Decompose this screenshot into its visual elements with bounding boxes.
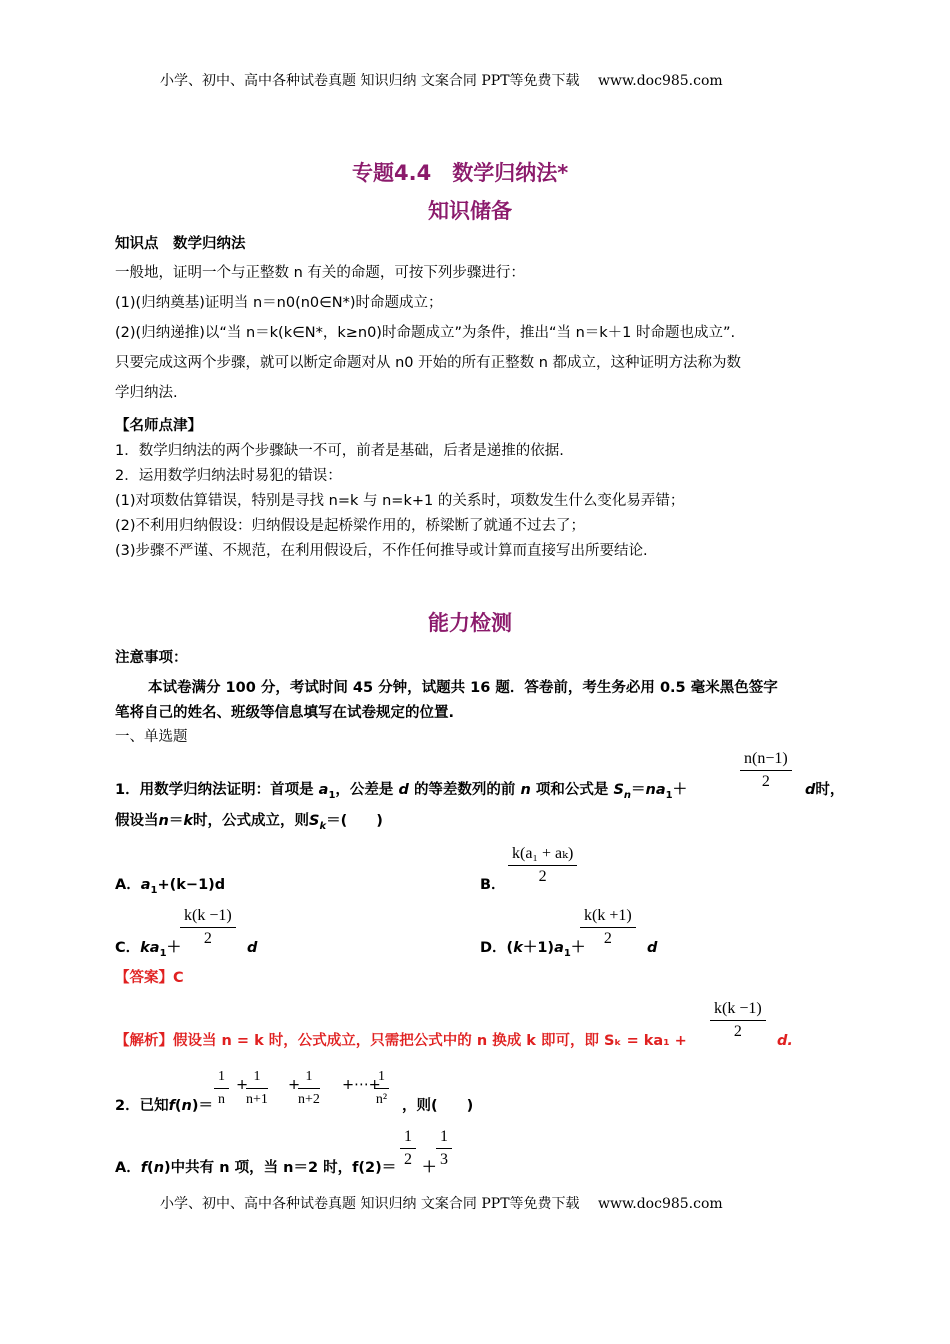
option-c-fraction: $\frac{k(k -1)}{2}$: [180, 905, 236, 950]
notice-line: 笔将自己的姓名、班级等信息填写在试卷规定的位置.: [115, 705, 455, 721]
tip-line: 2．运用数学归纳法时易犯的错误：: [115, 468, 342, 484]
page-footer: 小学、初中、高中各种试卷真题 知识归纳 文案合同 PPT等免费下载 www.doc985.com: [160, 1196, 723, 1212]
tip-line: (1)对项数估算错误，特别是寻找 n=k 与 n=k+1 的关系时，项数发生什么变化易弄错；: [115, 493, 685, 509]
answer: 【答案】C: [115, 970, 184, 986]
tip-line: (2)不利用归纳假设：归纳假设是起桥梁作用的，桥梁断了就通不过去了；: [115, 518, 586, 534]
page-header: 小学、初中、高中各种试卷真题 知识归纳 文案合同 PPT等免费下载 www.doc985.com: [160, 73, 723, 89]
q2-fraction-2: $\frac{1}{n+1}$: [246, 1066, 268, 1111]
question-1-line1-end: d时，: [805, 782, 845, 798]
notice-label: 注意事项：: [115, 650, 188, 666]
tip-line: 1．数学归纳法的两个步骤缺一不可，前者是基础，后者是递推的依据.: [115, 443, 564, 459]
q2-fraction-4: $\frac{1}{\text{n²}}$: [374, 1066, 389, 1111]
option-b-fraction: $\frac{\text{k(a₁ + aₖ)}}{2}$: [508, 843, 577, 888]
plus-sign: +: [236, 1077, 249, 1093]
q2-option-a[interactable]: A．f(n)中共有 n 项，当 n＝2 时，f(2)＝: [115, 1160, 397, 1176]
q2-fraction-1: $\frac{1}{n}$: [214, 1066, 229, 1111]
plus-sign: +: [288, 1077, 301, 1093]
option-d-end: d: [647, 940, 658, 956]
plus-ellipsis: +⋯+: [342, 1077, 381, 1093]
analysis: 【解析】假设当 n = k 时，公式成立，只需把公式中的 n 换成 k 即可，即 Sₖ = ka₁ +: [115, 1033, 687, 1049]
option-a[interactable]: A．$a_1+(k-1)d$: [115, 877, 226, 896]
question-1-line2: 假设当n＝k时，公式成立，则$S_k=$( ): [115, 813, 383, 832]
analysis-end: d.: [777, 1033, 793, 1049]
section-heading-knowledge: 知识储备: [428, 199, 512, 223]
plus-sign: ＋: [422, 1160, 437, 1176]
q2-option-a-fraction-1: $\frac{1}{2}$: [400, 1126, 416, 1171]
notice-line: 本试卷满分 100 分，考试时间 45 分钟，试题共 16 题．答卷前，考生务必用 0.5 毫米黑色签字: [148, 680, 778, 696]
q2-option-a-fraction-2: $\frac{1}{3}$: [436, 1126, 452, 1171]
page-title: 专题4.4 数学归纳法*: [352, 161, 569, 185]
part-heading: 一、单选题: [115, 729, 188, 745]
kp-line: 只要完成这两个步骤，就可以断定命题对从 n0 开始的所有正整数 n 都成立，这种证明方法称为数: [115, 355, 742, 371]
option-c[interactable]: C．$ka_1+$: [115, 940, 182, 959]
knowledge-point-label: 知识点 数学归纳法: [115, 236, 246, 252]
question-2-end: ，则( ): [402, 1098, 474, 1114]
option-d[interactable]: D．$(k+1)a_1+$: [480, 940, 586, 959]
question-1-fraction: $\frac{n(n-1)}{2}$: [740, 748, 792, 793]
kp-line: 一般地，证明一个与正整数 n 有关的命题，可按下列步骤进行：: [115, 265, 525, 281]
q2-fraction-3: $\frac{1}{n+2}$: [298, 1066, 320, 1111]
analysis-fraction: $\frac{k(k -1)}{2}$: [710, 998, 766, 1043]
tip-line: (3)步骤不严谨、不规范，在利用假设后，不作任何推导或计算而直接写出所要结论.: [115, 543, 648, 559]
kp-line: (2)(归纳递推)以“当 n＝k(k∈N*，k≥n0)时命题成立”为条件，推出“当 n＝k＋1 时命题也成立”.: [115, 325, 736, 341]
kp-line: (1)(归纳奠基)证明当 n＝n0(n0∈N*)时命题成立；: [115, 295, 443, 311]
kp-line: 学归纳法.: [115, 385, 178, 401]
question-2: 2．已知f(n)＝: [115, 1098, 214, 1114]
section-heading-ability: 能力检测: [428, 611, 512, 635]
tips-label: 【名师点津】: [115, 418, 202, 434]
option-b[interactable]: B．: [480, 877, 506, 893]
option-c-end: d: [247, 940, 258, 956]
option-d-fraction: $\frac{k(k +1)}{2}$: [580, 905, 636, 950]
question-1-line1: 1．用数学归纳法证明：首项是 $a_1$，公差是 d 的等差数列的前 n 项和公式是 $S_n=na_1+$: [115, 782, 688, 801]
